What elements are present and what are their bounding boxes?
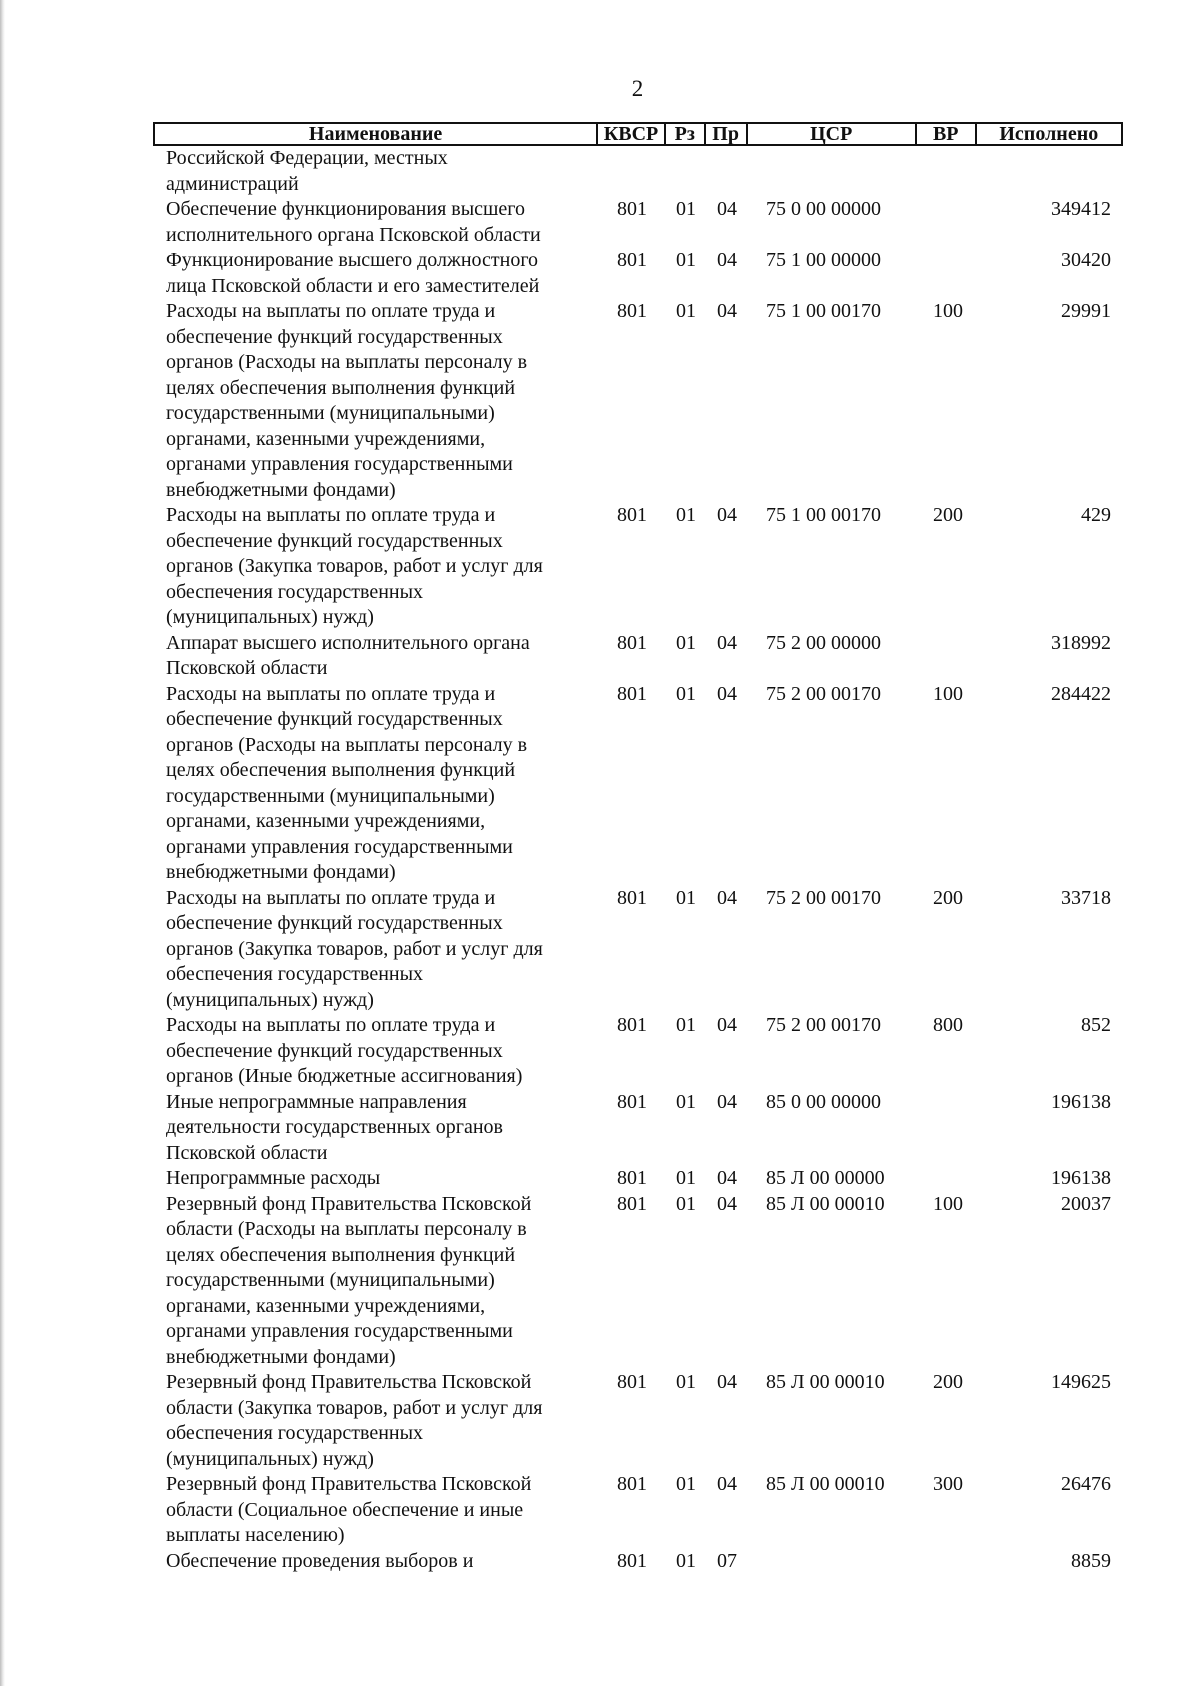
cell-vr: 200 [933, 1371, 963, 1393]
cell-name: Обеспечение проведения выборов и [166, 1549, 474, 1572]
table-row [153, 1090, 1123, 1167]
cell-pr: 04 [717, 631, 737, 654]
cell-rz: 01 [676, 886, 696, 909]
table-row [153, 886, 1123, 1014]
cell-rz: 01 [676, 1167, 696, 1189]
cell-kvsr: 801 [617, 1014, 647, 1036]
cell-name: Резервный фонд Правительства Псковской области (Расходы на выплаты персоналу в целях обеспечения выполнения функций государственными (муниципальными) органами, казенными учреждениями, органами управления государственными внебюджетными фондами) [166, 1192, 532, 1368]
cell-name: Российской Федерации, местных администраций [166, 147, 448, 195]
cell-vr: 300 [933, 1473, 963, 1495]
cell-name: Расходы на выплаты по оплате труда и обеспечение функций государственных органов (Закупка товаров, работ и услуг для обеспечения государственных (муниципальных) нужд) [166, 886, 543, 1011]
cell-isp: 318992 [1051, 631, 1111, 654]
cell-rz: 01 [676, 1090, 696, 1113]
cell-vr [918, 631, 978, 682]
cell-vr [918, 1549, 978, 1575]
cell-csr: 85 0 00 00000 [766, 1090, 881, 1113]
cell-rz: 01 [676, 1473, 696, 1495]
header-rz: Рз [666, 124, 706, 144]
scan-edge-shadow [0, 0, 5, 1686]
cell-pr: 04 [717, 682, 737, 705]
cell-name: Функционирование высшего должностного лица Псковской области и его заместителей [166, 249, 540, 297]
cell-isp: 8859 [1071, 1549, 1111, 1572]
cell-csr [748, 1549, 918, 1575]
table-row [153, 1013, 1123, 1090]
cell-name: Резервный фонд Правительства Псковской области (Закупка товаров, работ и услуг для обеспечения государственных (муниципальных) нужд) [166, 1371, 543, 1470]
cell-isp: 852 [1081, 1014, 1111, 1036]
cell-rz: 01 [676, 1549, 696, 1572]
cell-rz: 01 [676, 300, 696, 322]
cell-name: Расходы на выплаты по оплате труда и обеспечение функций государственных органов (Иные бюджетные ассигнования) [166, 1014, 523, 1087]
table-row [153, 248, 1123, 299]
cell-kvsr: 801 [617, 249, 647, 271]
cell-isp: 429 [1081, 504, 1111, 526]
cell-rz: 01 [676, 631, 696, 654]
table-row [153, 299, 1123, 503]
cell-name: Расходы на выплаты по оплате труда и обеспечение функций государственных органов (Расходы на выплаты персоналу в целях обеспечения выполнения функций государственными (муниципальными) органами, казенными учреждениями, органами управления государственными внебюджетными фондами) [166, 682, 528, 883]
cell-pr [706, 146, 748, 197]
cell-kvsr: 801 [617, 1192, 647, 1215]
cell-csr: 75 1 00 00170 [766, 504, 881, 526]
cell-pr: 04 [717, 1090, 737, 1113]
cell-isp: 284422 [1051, 682, 1111, 705]
cell-pr: 04 [717, 886, 737, 909]
cell-kvsr: 801 [617, 1167, 647, 1189]
cell-isp: 149625 [1051, 1371, 1111, 1393]
header-pr: Пр [706, 124, 748, 144]
cell-pr: 07 [717, 1549, 737, 1572]
table-row [153, 1192, 1123, 1371]
header-csr: ЦСР [748, 124, 917, 144]
cell-vr [918, 146, 978, 197]
table-row [153, 146, 1123, 197]
table-row [153, 1166, 1123, 1192]
cell-csr: 85 Л 00 00010 [766, 1192, 885, 1215]
cell-kvsr: 801 [617, 1371, 647, 1393]
cell-kvsr: 801 [617, 631, 647, 654]
cell-rz: 01 [676, 249, 696, 271]
cell-isp: 33718 [1061, 886, 1111, 909]
cell-isp: 29991 [1061, 300, 1111, 322]
table-row [153, 1549, 1123, 1575]
cell-vr [918, 1090, 978, 1167]
cell-kvsr: 801 [617, 1090, 647, 1113]
cell-isp: 349412 [1051, 198, 1111, 220]
cell-pr: 04 [717, 300, 737, 322]
cell-name: Резервный фонд Правительства Псковской области (Социальное обеспечение и иные выплаты населению) [166, 1473, 532, 1546]
cell-csr: 75 0 00 00000 [766, 198, 881, 220]
header-kvsr: КВСР [598, 124, 666, 144]
cell-pr: 04 [717, 198, 737, 220]
cell-csr: 75 2 00 00170 [766, 1014, 881, 1036]
cell-pr: 04 [717, 1014, 737, 1036]
header-vr: ВР [917, 124, 977, 144]
cell-rz: 01 [676, 1371, 696, 1393]
cell-csr: 75 2 00 00170 [766, 682, 881, 705]
cell-kvsr: 801 [617, 300, 647, 322]
cell-vr: 100 [933, 682, 963, 705]
cell-name: Аппарат высшего исполнительного органа Псковской области [166, 631, 530, 679]
cell-rz: 01 [676, 504, 696, 526]
cell-pr: 04 [717, 249, 737, 271]
cell-csr [748, 146, 918, 197]
cell-pr: 04 [717, 1192, 737, 1215]
cell-pr: 04 [717, 1167, 737, 1189]
cell-csr: 75 2 00 00000 [766, 631, 881, 654]
cell-vr [918, 248, 978, 299]
cell-csr: 75 1 00 00170 [766, 300, 881, 322]
budget-table [153, 122, 1123, 1574]
cell-isp: 20037 [1061, 1192, 1111, 1215]
cell-rz [666, 146, 706, 197]
cell-name: Непрограммные расходы [166, 1167, 381, 1189]
table-header [153, 122, 1123, 146]
cell-isp [978, 146, 1123, 197]
table-row [153, 1472, 1123, 1549]
cell-rz: 01 [676, 1014, 696, 1036]
cell-csr: 75 2 00 00170 [766, 886, 881, 909]
cell-kvsr: 801 [617, 1549, 647, 1572]
table-row [153, 503, 1123, 631]
cell-csr: 85 Л 00 00010 [766, 1371, 885, 1393]
cell-name: Иные непрограммные направления деятельности государственных органов Псковской области [166, 1090, 503, 1164]
cell-vr: 100 [933, 1192, 963, 1215]
cell-csr: 85 Л 00 00000 [766, 1167, 885, 1189]
cell-kvsr: 801 [617, 886, 647, 909]
page-number: 2 [631, 76, 644, 101]
header-isp: Исполнено [999, 124, 1099, 144]
cell-pr: 04 [717, 1371, 737, 1393]
cell-kvsr: 801 [617, 1473, 647, 1495]
table-row [153, 197, 1123, 248]
cell-rz: 01 [676, 682, 696, 705]
cell-rz: 01 [676, 1192, 696, 1215]
table-row [153, 682, 1123, 886]
cell-kvsr [598, 146, 666, 197]
header-name: Наименование [155, 124, 598, 144]
table-row [153, 631, 1123, 682]
cell-vr: 800 [933, 1014, 963, 1036]
cell-isp: 196138 [1051, 1090, 1111, 1113]
cell-vr: 200 [933, 504, 963, 526]
table-body [153, 146, 1123, 1574]
cell-vr: 100 [933, 300, 963, 322]
cell-pr: 04 [717, 1473, 737, 1495]
cell-pr: 04 [717, 504, 737, 526]
cell-rz: 01 [676, 198, 696, 220]
cell-isp: 26476 [1061, 1473, 1111, 1495]
cell-vr [918, 1166, 978, 1192]
cell-csr: 85 Л 00 00010 [766, 1473, 885, 1495]
cell-csr: 75 1 00 00000 [766, 249, 881, 271]
table-row [153, 1370, 1123, 1472]
cell-name: Расходы на выплаты по оплате труда и обеспечение функций государственных органов (Расходы на выплаты персоналу в целях обеспечения выполнения функций государственными (муниципальными) органами, казенными учреждениями, органами управления государственными внебюджетными фондами) [166, 300, 528, 501]
cell-name: Расходы на выплаты по оплате труда и обеспечение функций государственных органов (Закупка товаров, работ и услуг для обеспечения государственных (муниципальных) нужд) [166, 504, 543, 628]
cell-isp: 196138 [1051, 1167, 1111, 1189]
cell-name: Обеспечение функционирования высшего исполнительного органа Псковской области [166, 198, 541, 246]
cell-kvsr: 801 [617, 504, 647, 526]
cell-vr: 200 [933, 886, 963, 909]
cell-kvsr: 801 [617, 198, 647, 220]
cell-kvsr: 801 [617, 682, 647, 705]
cell-vr [918, 197, 978, 248]
cell-isp: 30420 [1061, 249, 1111, 271]
